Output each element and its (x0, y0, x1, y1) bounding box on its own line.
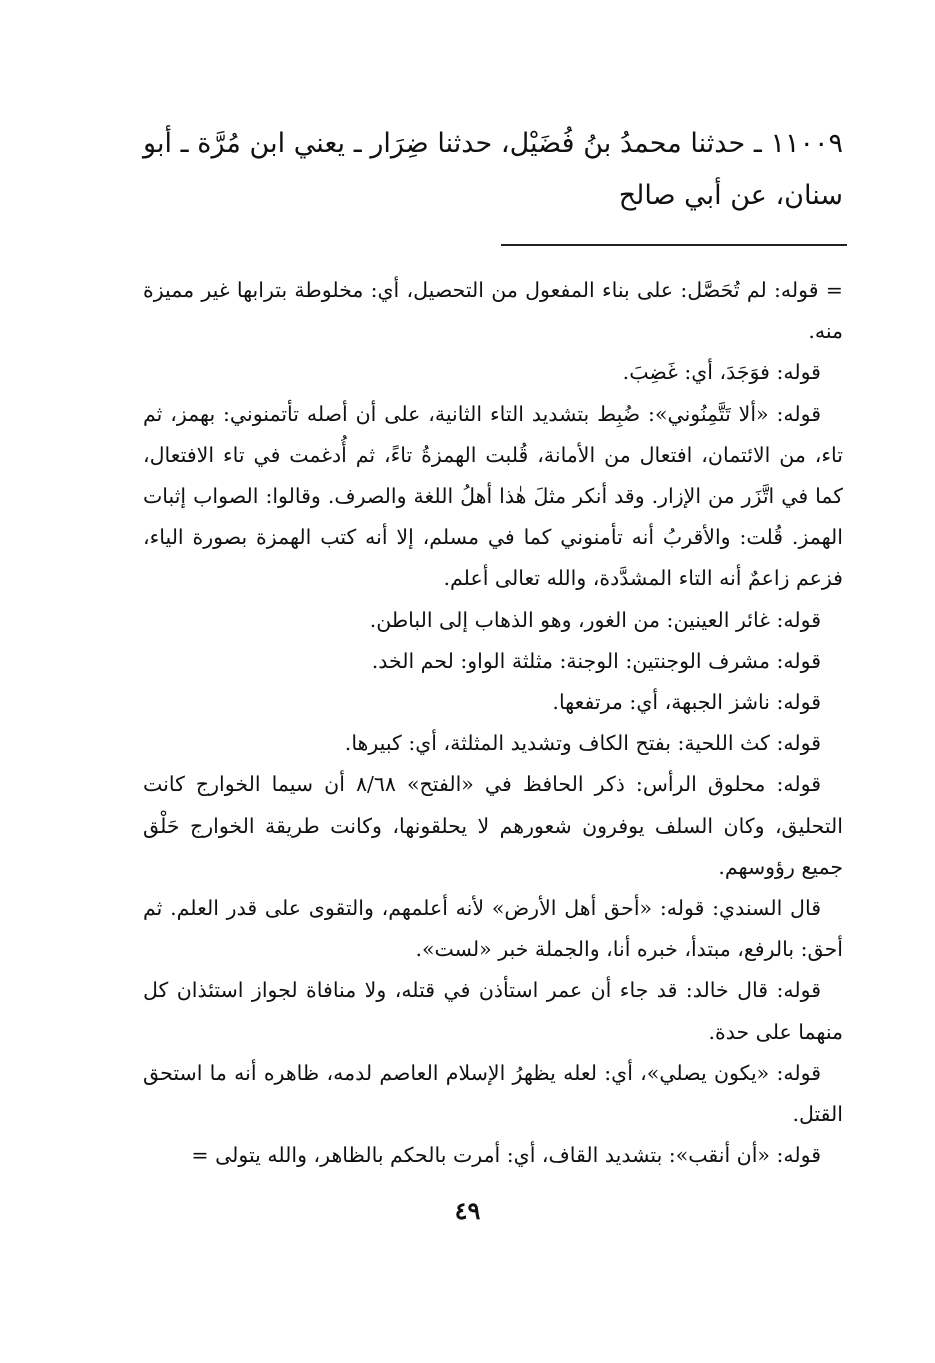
note-item: قوله: قال خالد: قد جاء أن عمر استأذن في قتله، ولا منافاة لجواز استئذان كل منهما على حدة. (143, 978, 843, 1044)
note-continuation: = قوله: لم تُحَصَّل: على بناء المفعول من التحصيل، أي: مخلوطة بترابها غير مميزة منه. (143, 278, 843, 344)
hadith-text: ١١٠٠٩ ـ حدثنا محمدُ بنُ فُضَيْل، حدثنا ضِرَار ـ يعني ابن مُرَّة ـ أبو سنان، عن أبي صالح (143, 128, 843, 211)
note-item: قوله: فوَجَدَ، أي: غَضِبَ. (622, 360, 821, 385)
note-item: قوله: «يكون يصلي»، أي: لعله يظهرُ الإسلام العاصم لدمه، ظاهره أنه ما استحق القتل. (143, 1060, 843, 1127)
note-item: قوله: مشرف الوجنتين: الوجنة: مثلثة الواو: لحم الخد. (371, 648, 821, 673)
footnotes (143, 270, 843, 1176)
note-item: قوله: «ألا تَتَّمِنُوني»: ضُبِط بتشديد التاء الثانية، على أن أصله تأتمنوني: بهمز، ثم تاء، من الائتمان، افتعال من الأمانة، قُلبت الهمزةُ تاءً، ثم أُدغمت في تاء الافتعال، كما في اتَّزَر من الإزار. وقد أنكر مثلَ هٰذا أهلُ اللغة والصرف. وقالوا: الصواب إثبات الهمز. قُلت: والأقربُ أنه تأمنوني كما في مسلم، إلا أنه كتب الهمزة بصورة الياء، فزعم زاعمٌ أنه التاء المشدَّدة، والله تعالى أعلم. (143, 401, 843, 591)
note-item: قوله: محلوق الرأس: ذكر الحافظ في «الفتح» ٨/٦٨ أن سيما الخوارج كانت التحليق، وكان السلف يوفرون شعورهم لا يحلقونها، وكانت طريقة الخوارج حَلْق جميع رؤوسهم. (143, 772, 843, 879)
note-item: قوله: غائر العينين: من الغور، وهو الذهاب إلى الباطن. (369, 607, 821, 632)
note-item: قوله: «أن أنقب»: بتشديد القاف، أي: أمرت بالحكم بالظاهر، والله يتولى = (191, 1143, 821, 1168)
page-number: ٤٩ (454, 1196, 481, 1225)
footnote-divider (501, 244, 847, 246)
note-item: قوله: ناشز الجبهة، أي: مرتفعها. (552, 690, 821, 715)
note-item: قوله: كث اللحية: بفتح الكاف وتشديد المثلثة، أي: كبيرها. (344, 731, 821, 756)
hadith-text-block (143, 118, 843, 222)
note-item: قال السندي: قوله: «أحق أهل الأرض» لأنه أعلمهم، والتقوى على قدر العلم. ثم أحق: بالرفع، مبتدأ، خبره أنا، والجملة خبر «لست». (143, 896, 843, 962)
